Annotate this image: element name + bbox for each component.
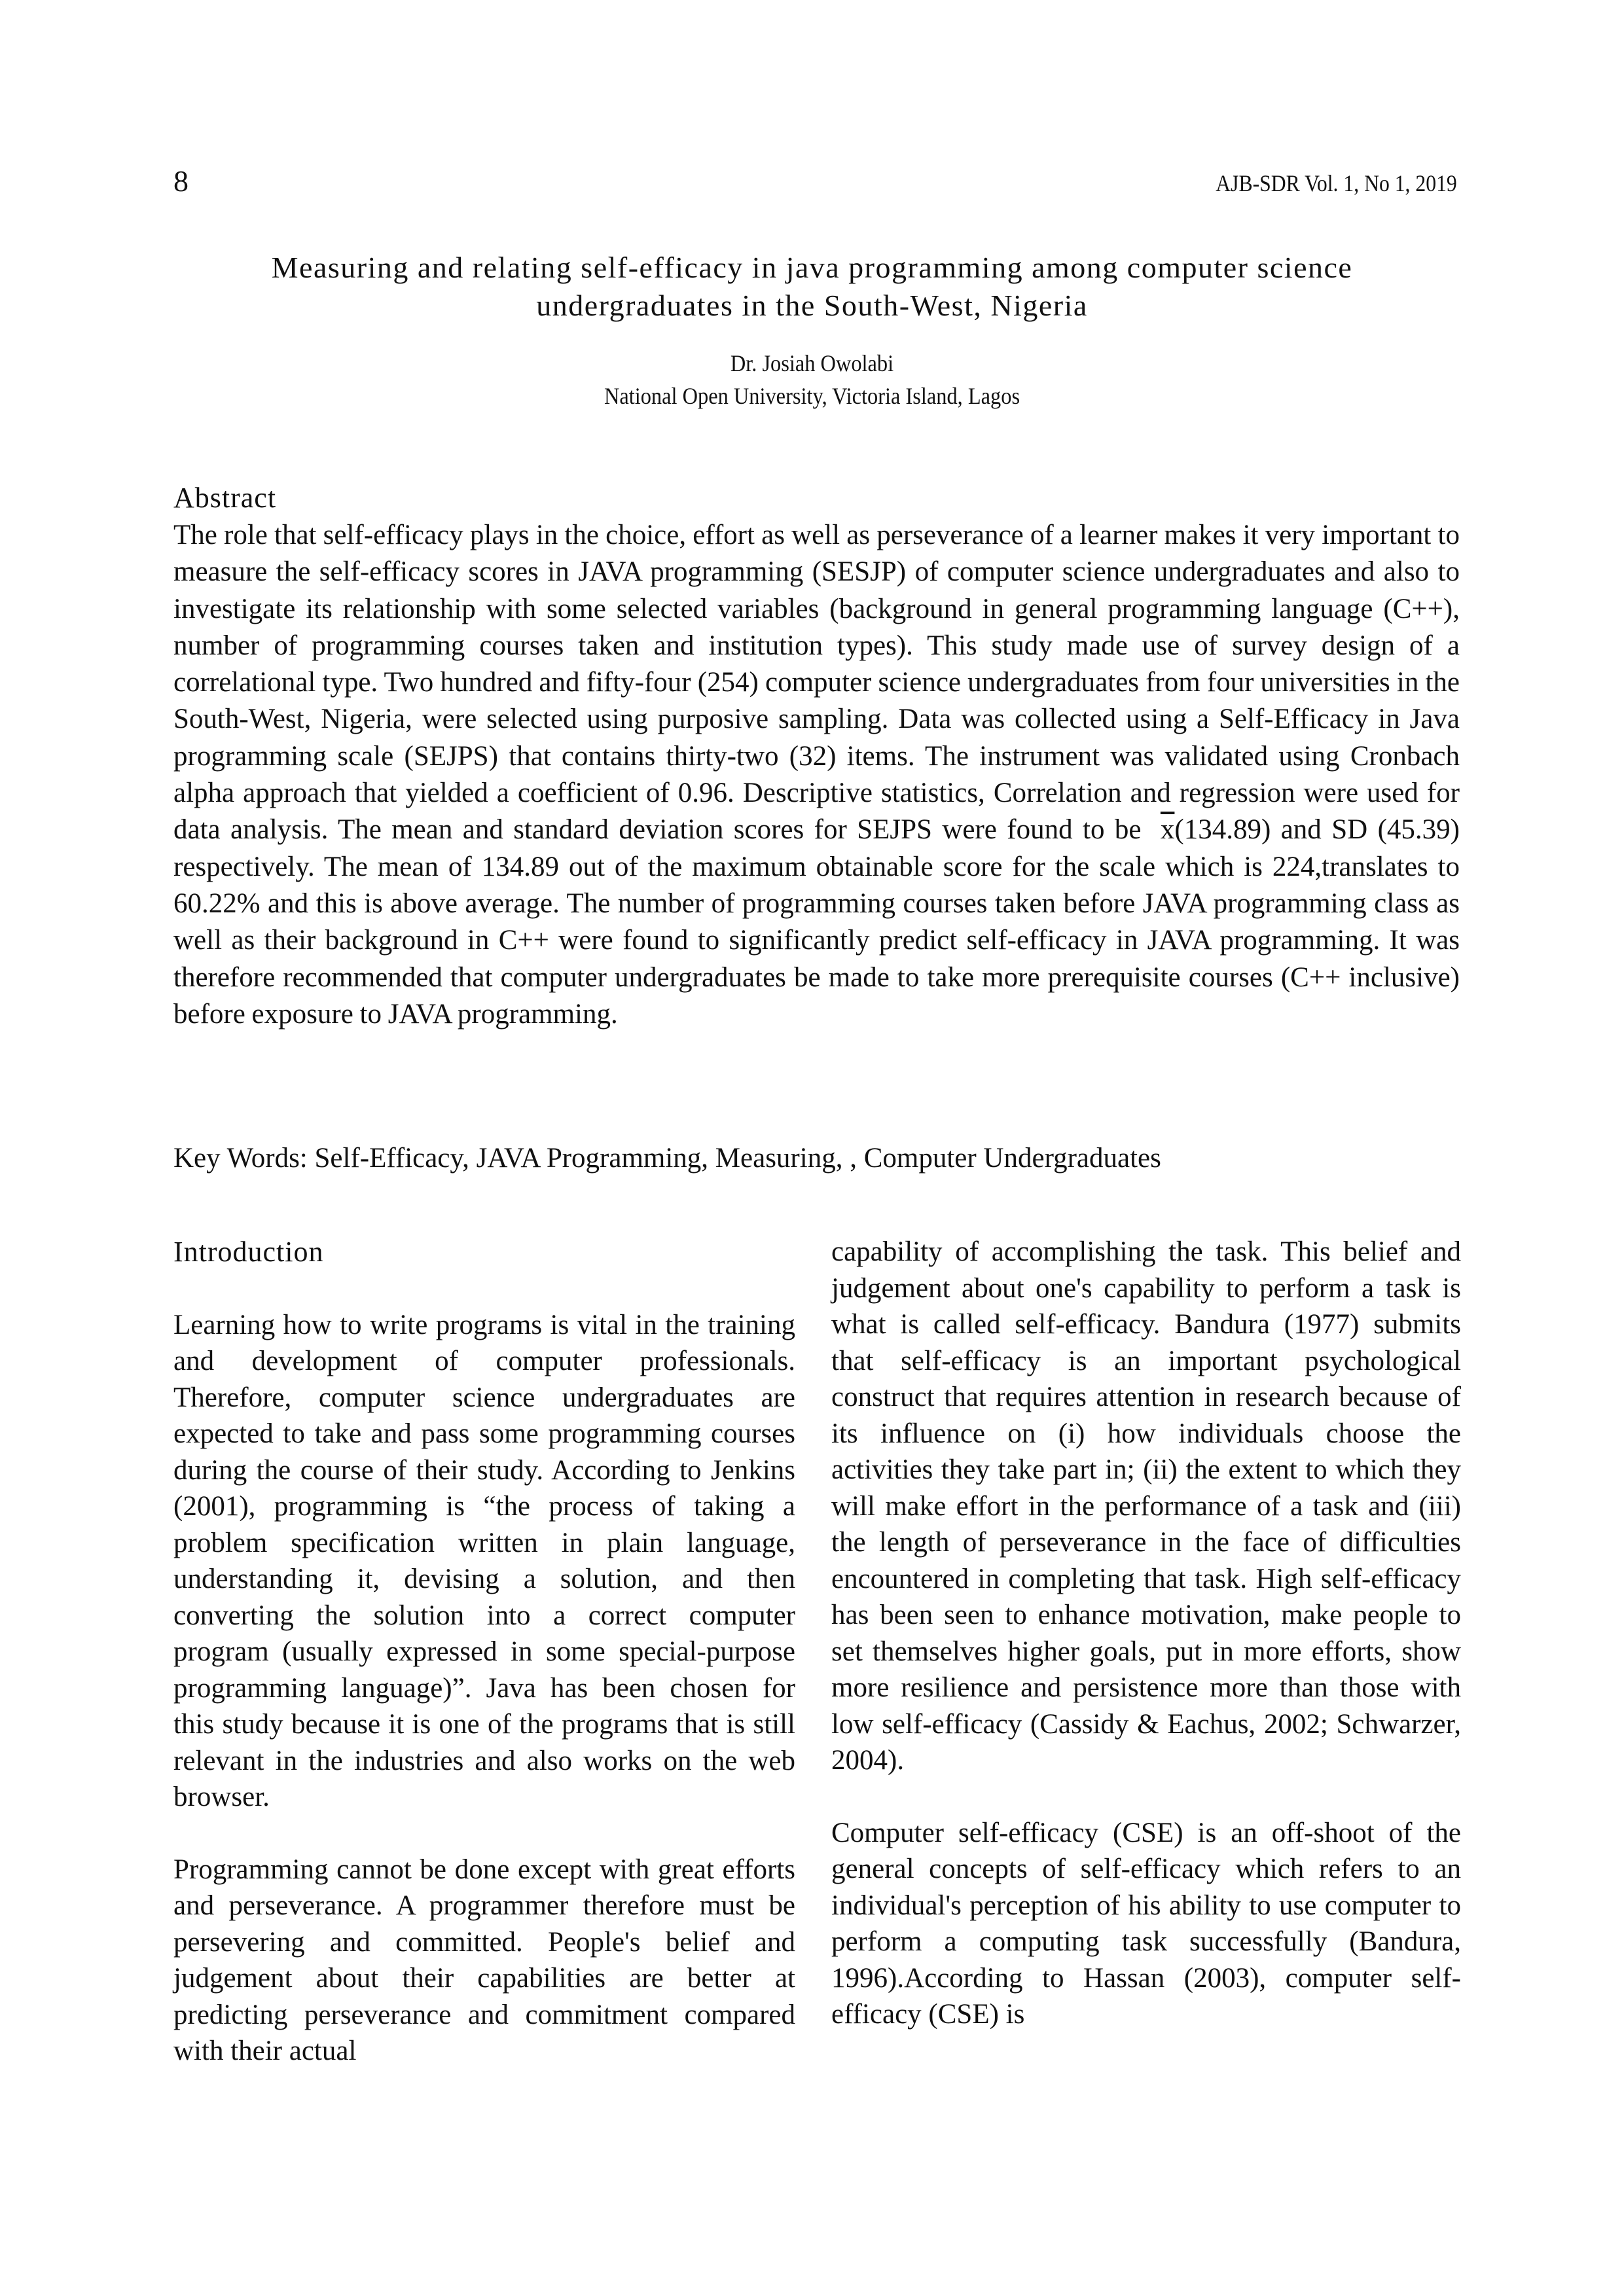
author-name: Dr. Josiah Owolabi <box>730 350 894 376</box>
body-paragraph: Programming cannot be done except with great efforts and perseverance. A programmer therefore must be persevering and committed. People's belief and judgement about their capabilities are better at predicting perseverance and commitment compared with their actual <box>173 1854 795 2066</box>
paper-title <box>196 249 1428 325</box>
abstract-text <box>173 517 1460 1033</box>
journal-reference: AJB-SDR Vol. 1, No 1, 2019 <box>1216 170 1457 196</box>
abstract-text-part-2: (134.89) and SD (45.39) respectively. The mean of 134.89 out of the maximum obtainable score for the scale which is 224,translates to 60.22% and this is above average. The number of programming courses taken before JAVA programming class as well as their background in C++ were found to significantly predict self-efficacy in JAVA programming. It was therefore recommended that computer undergraduates be made to take more prerequisite courses (C++ inclusive) before exposure to JAVA programming. <box>173 814 1460 1030</box>
keywords: Key Words: Self-Efficacy, JAVA Programming, Measuring, , Computer Undergraduates <box>173 1143 1161 1174</box>
title-line-2: undergraduates in the South-West, Nigeria <box>536 289 1088 322</box>
author-affiliation: National Open University, Victoria Island, Lagos <box>604 383 1020 409</box>
body-column-right <box>831 1234 1461 2033</box>
page-number: 8 <box>173 164 189 198</box>
body-paragraph: Computer self-efficacy (CSE) is an off-shoot of the general concepts of self-efficacy which refers to an individual's perception of his ability to use computer to perform a computing task successfully (Bandura, 1996).According to Hassan (2003), computer self-efficacy (CSE) is <box>831 1817 1461 2030</box>
body-paragraph: capability of accomplishing the task. This belief and judgement about one's capability to perform a task is what is called self-efficacy. Bandura (1977) submits that self-efficacy is an important psychological construct that requires attention in research because of its influence on (i) how individuals choose the activities they take part in; (ii) the extent to which they will make effort in the performance of a task and (iii) the length of perseverance in the face of difficulties encountered in completing that task. High self-efficacy has been seen to enhance motivation, make people to set themselves higher goals, put in more efforts, show more resilience and persistence more than those with low self-efficacy (Cassidy & Eachus, 2002; Schwarzer, 2004). <box>831 1236 1461 1776</box>
title-line-1: Measuring and relating self-efficacy in java programming among computer science <box>271 251 1353 284</box>
abstract-text-part-1: The role that self-efficacy plays in the choice, effort as well as perseverance of a learner makes it very important to measure the self-efficacy scores in JAVA programming (SESJP) of computer science undergraduates and also to investigate its relationship with some selected variables (background in general programming language (C++), number of programming courses taken and institution types). This study made use of survey design of a correlational type. Two hundred and fifty-four (254) computer science undergraduates from four universities in the South-West, Nigeria, were selected using purposive sampling. Data was collected using a Self-Efficacy in Java programming scale (SEJPS) that contains thirty-two (32) items. The instrument was validated using Cronbach alpha approach that yielded a coefficient of 0.96. Descriptive statistics, Correlation and regression were used for data analysis. The mean and standard deviation scores for SEJPS were found to be <box>173 520 1460 846</box>
abstract-heading: Abstract <box>173 482 277 514</box>
body-paragraph: Learning how to write programs is vital in the training and development of computer professionals. Therefore, computer science undergraduates are expected to take and pass some programming courses during the course of their study. According to Jenkins (2001), programming is “the process of taking a problem specification written in plain language, understanding it, devising a solution, and then converting the solution into a correct computer program (usually expressed in some special-purpose programming language)”. Java has been chosen for this study because it is one of the programs that is still relevant in the industries and also works on the web browser. <box>173 1309 795 1812</box>
mean-symbol: $\overline{x}$ <box>1160 814 1175 846</box>
introduction-heading: Introduction <box>173 1236 324 1268</box>
body-column-left <box>173 1234 795 2070</box>
running-header <box>173 164 1457 198</box>
author-block <box>196 347 1428 412</box>
